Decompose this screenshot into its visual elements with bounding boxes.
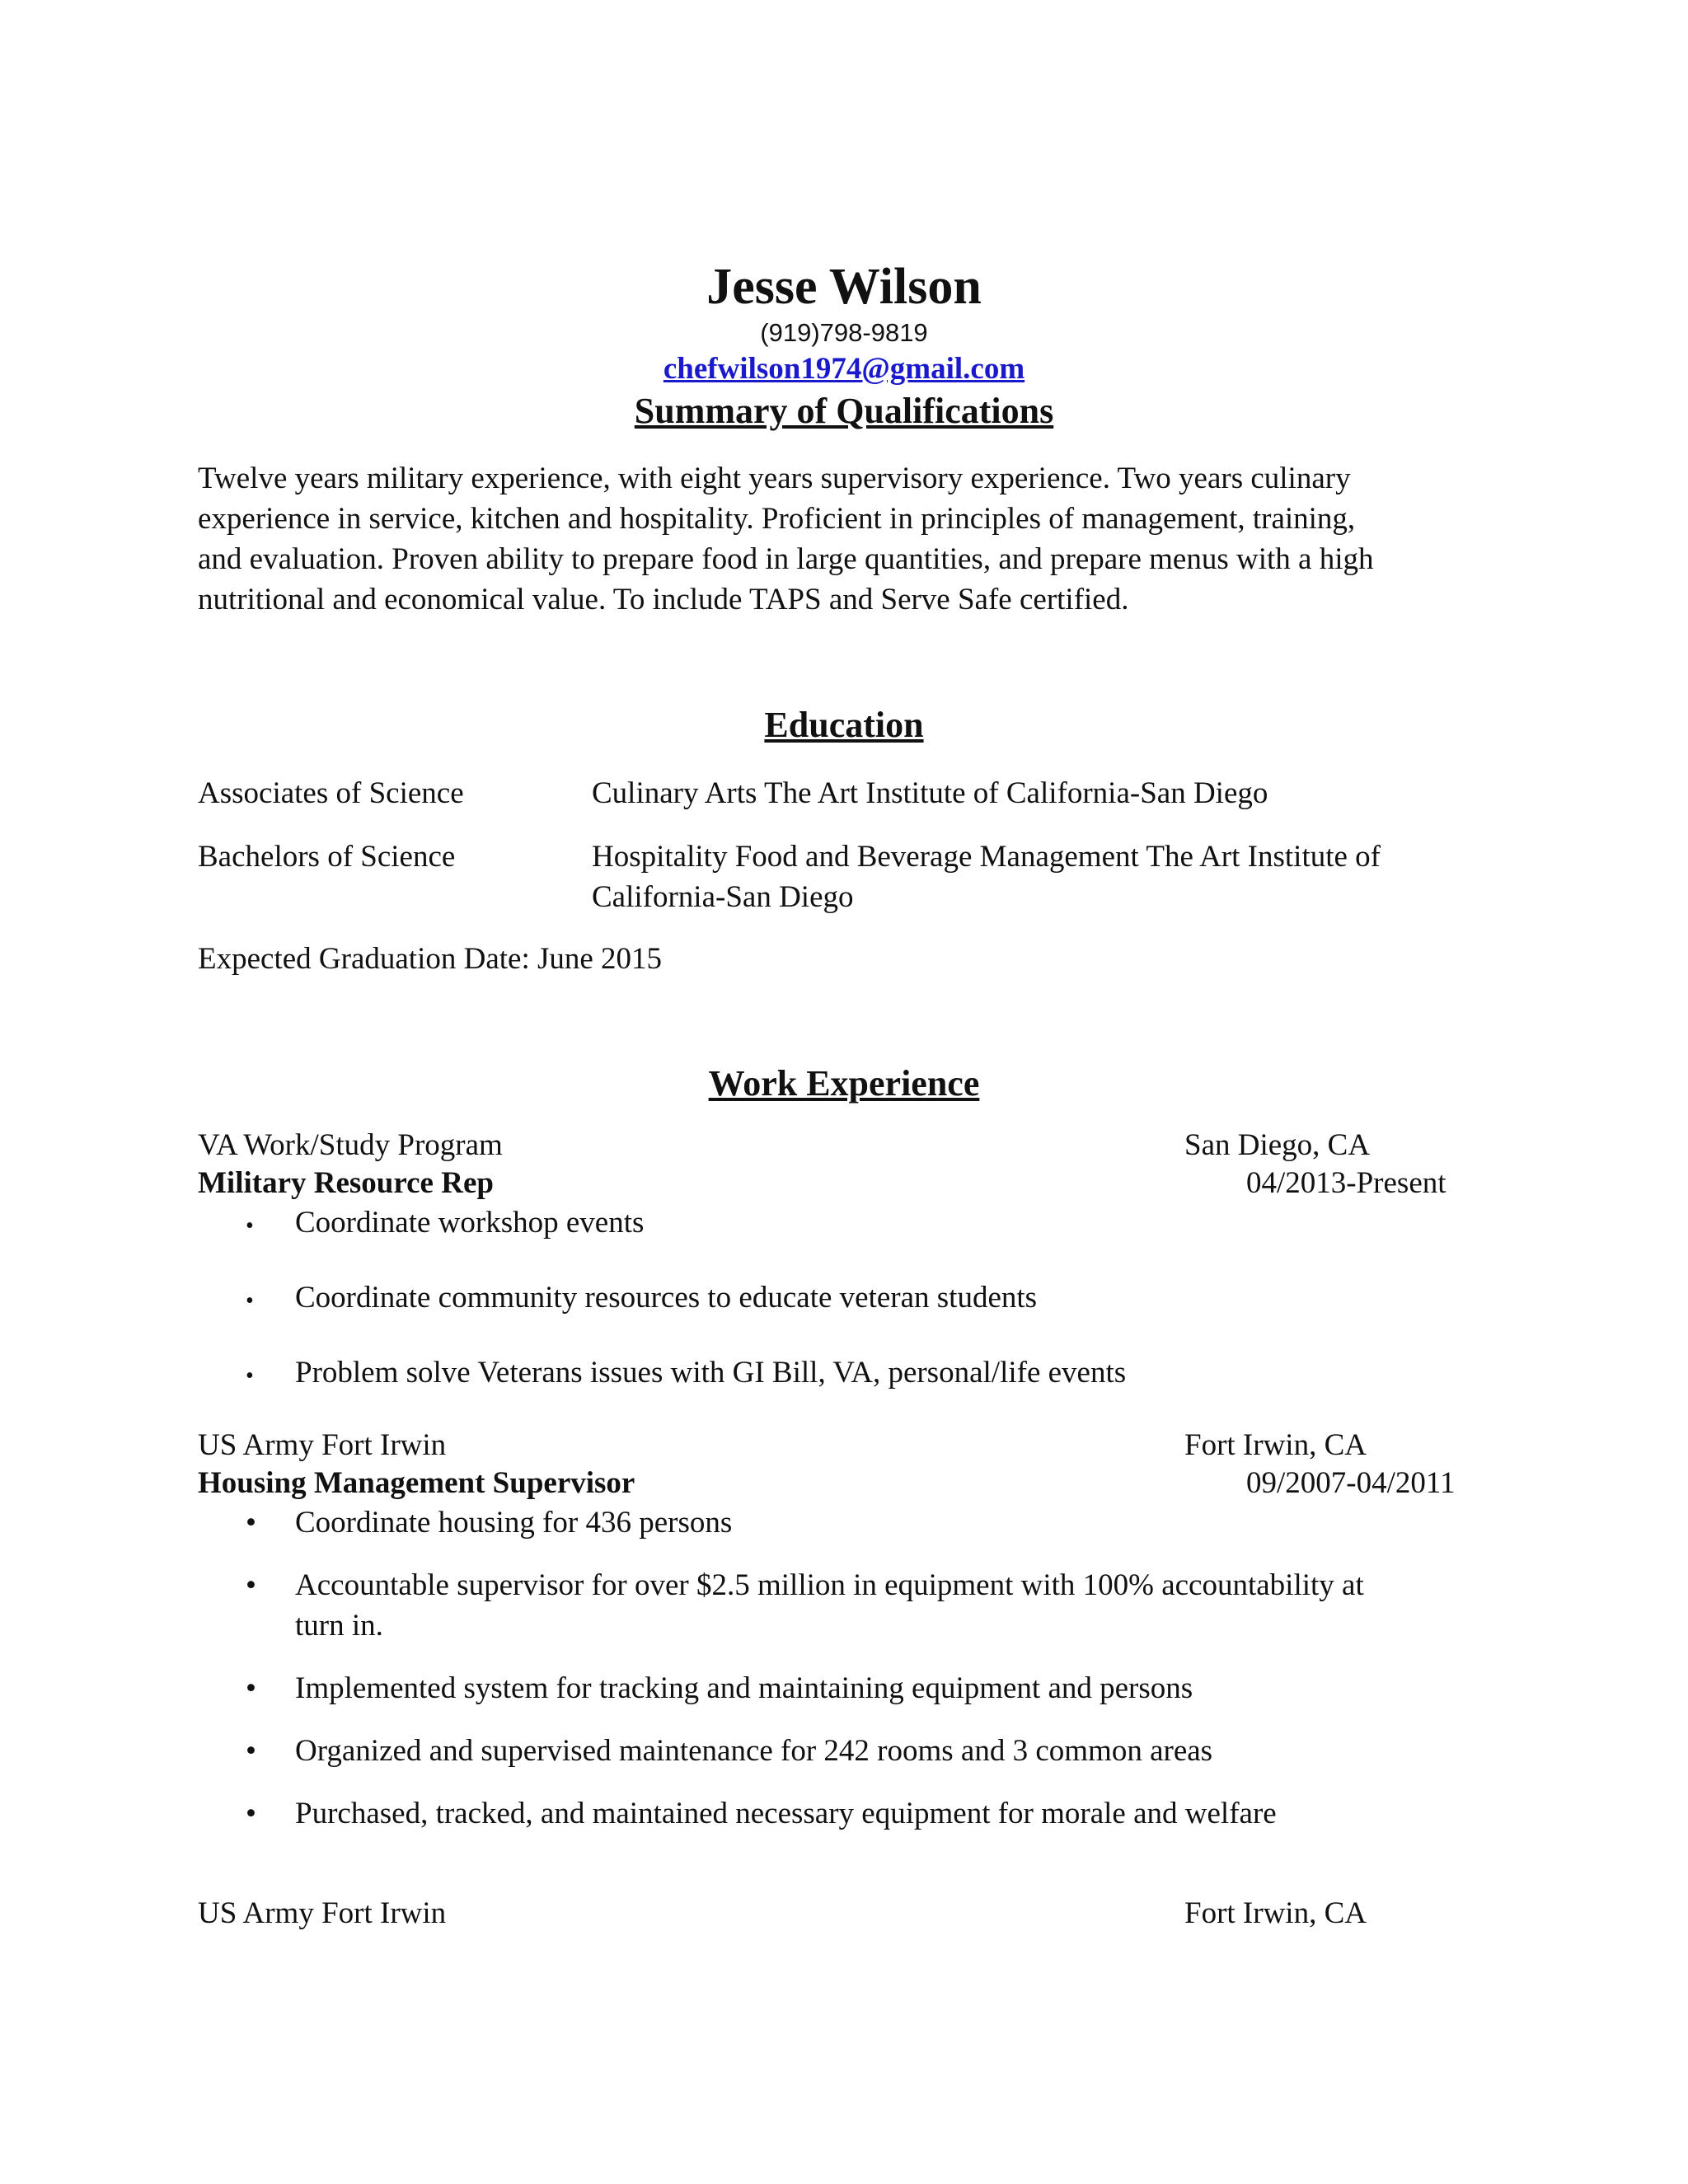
job-title: Military Resource Rep <box>198 1166 494 1200</box>
bullet-icon: • <box>246 1363 254 1389</box>
bullet-line: Accountable supervisor for over $2.5 million in equipment with 100% accountability at <box>295 1568 1364 1602</box>
bullet-icon: • <box>246 1734 256 1768</box>
bullet-icon: • <box>246 1797 256 1830</box>
degree-detail <box>592 773 1500 813</box>
bullet-line: Coordinate workshop events <box>295 1206 645 1240</box>
summary-line: nutritional and economical value. To include TAPS and Serve Safe certified. <box>198 583 1129 616</box>
bullet-line: Implemented system for tracking and maintaining equipment and persons <box>295 1671 1193 1705</box>
bullet-line: Organized and supervised maintenance for 242 rooms and 3 common areas <box>295 1734 1213 1768</box>
summary-line: Twelve years military experience, with eight years supervisory experience. Two years culinary <box>198 462 1351 495</box>
bullet-line: Coordinate housing for 436 persons <box>295 1506 733 1540</box>
bullet-text <box>295 1277 1515 1318</box>
work-heading: Work Experience <box>708 1063 980 1104</box>
bullet-line: Coordinate community resources to educate veteran students <box>295 1281 1038 1315</box>
bullet-text <box>295 1793 1515 1834</box>
job-employer: VA Work/Study Program <box>198 1128 503 1162</box>
phone-number: (919)798-9819 <box>760 318 928 347</box>
job-location: Fort Irwin, CA <box>1184 1428 1367 1462</box>
bullet-text <box>295 1502 1515 1543</box>
job-title: Housing Management Supervisor <box>198 1466 635 1500</box>
summary-paragraph <box>198 458 1500 620</box>
job-location: San Diego, CA <box>1184 1128 1371 1162</box>
job-dates: 04/2013-Present <box>1246 1166 1447 1200</box>
bullet-line: Purchased, tracked, and maintained necessary equipment for morale and welfare <box>295 1797 1277 1830</box>
summary-line: experience in service, kitchen and hospitality. Proficient in principles of management, training, <box>198 502 1356 536</box>
bullet-icon: • <box>246 1671 256 1705</box>
bullet-text <box>295 1202 1515 1243</box>
bullet-text <box>295 1668 1515 1708</box>
degree-detail-line: Hospitality Food and Beverage Management The Art Institute of <box>592 840 1381 874</box>
job-location: Fort Irwin, CA <box>1184 1896 1367 1930</box>
bullet-icon: • <box>246 1506 256 1540</box>
job-employer: US Army Fort Irwin <box>198 1896 447 1930</box>
graduation-date: Expected Graduation Date: June 2015 <box>198 942 663 976</box>
degree-detail-line: California-San Diego <box>592 880 854 914</box>
bullet-icon: • <box>246 1213 254 1239</box>
bullet-icon: • <box>246 1568 256 1602</box>
education-heading: Education <box>764 705 924 745</box>
summary-heading: Summary of Qualifications <box>634 391 1054 431</box>
summary-line: and evaluation. Proven ability to prepare food in large quantities, and prepare menus with a high <box>198 542 1374 576</box>
bullet-line: Problem solve Veterans issues with GI Bill, VA, personal/life events <box>295 1356 1127 1390</box>
email-link[interactable]: chefwilson1974@gmail.com <box>663 352 1025 386</box>
bullet-icon: • <box>246 1288 254 1314</box>
bullet-line: turn in. <box>295 1609 383 1643</box>
degree-detail-line: Culinary Arts The Art Institute of California-San Diego <box>592 776 1268 810</box>
job-dates: 09/2007-04/2011 <box>1246 1466 1456 1500</box>
job-employer: US Army Fort Irwin <box>198 1428 447 1462</box>
bullet-text <box>295 1352 1515 1393</box>
bullet-text <box>295 1731 1515 1771</box>
degree-name: Bachelors of Science <box>198 840 456 874</box>
applicant-name: Jesse Wilson <box>706 259 982 315</box>
degree-name: Associates of Science <box>198 776 464 810</box>
bullet-text <box>295 1565 1515 1646</box>
degree-detail <box>592 837 1500 917</box>
